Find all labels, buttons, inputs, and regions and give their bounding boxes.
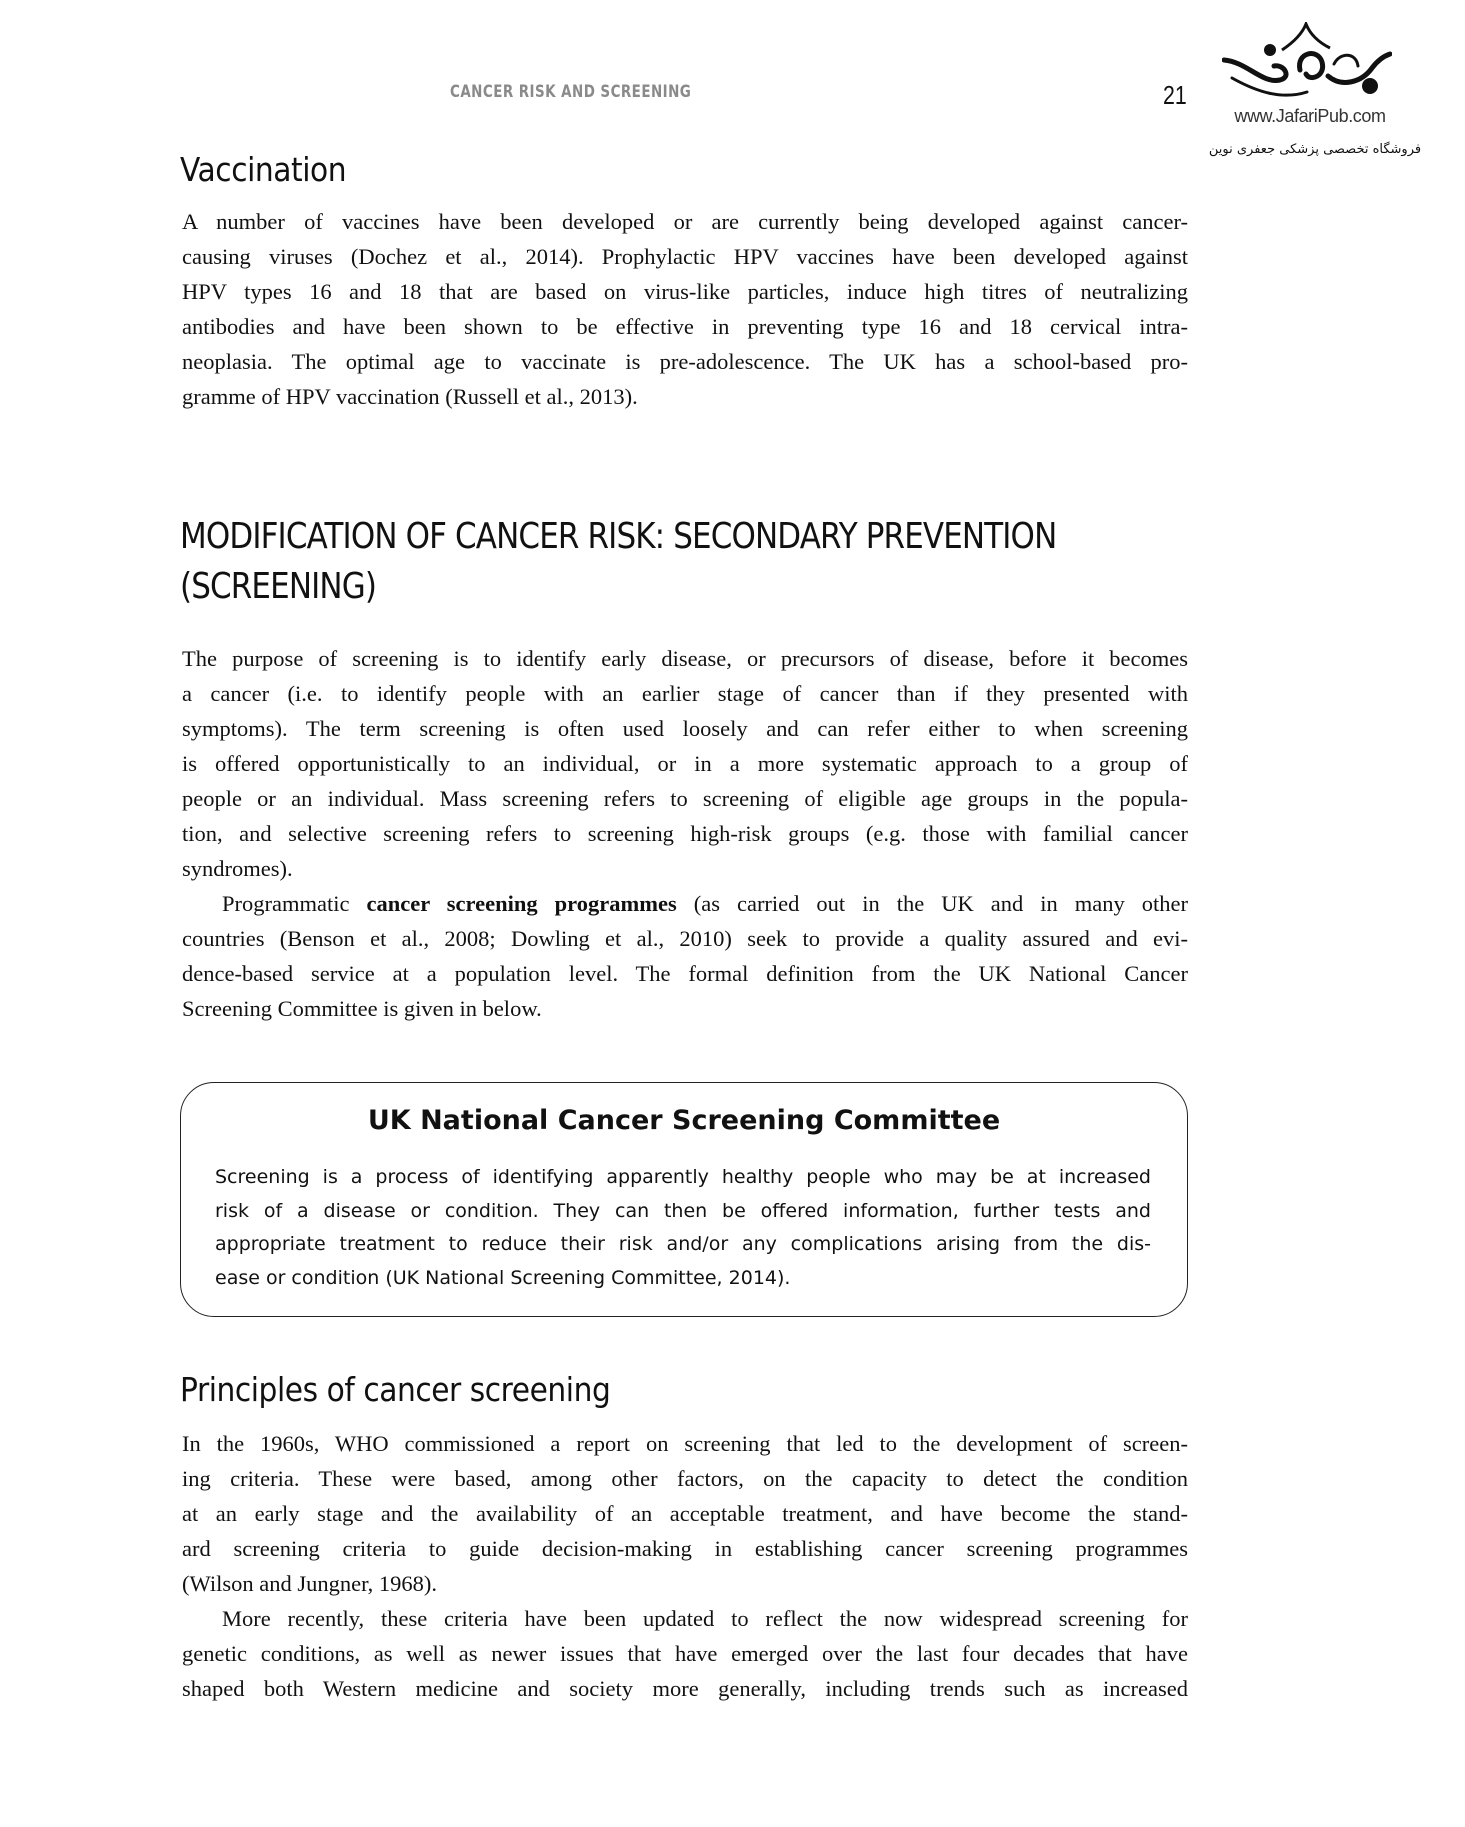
paragraph-screening-purpose [182,641,1188,1026]
definition-box-title: UK National Cancer Screening Committee [367,1105,1001,1136]
text-line: genetic conditions, as well as newer issues that have emerged over the last four decades that have [182,1641,1188,1666]
text-line: tion, and selective screening refers to screening high-risk groups (e.g. those with familial cancer [182,821,1188,846]
text-line: countries (Benson et al., 2008; Dowling et al., 2010) seek to provide a quality assured and evi- [182,926,1188,951]
text-line: The purpose of screening is to identify early disease, or precursors of disease, before it becomes [182,646,1188,671]
text-line: dence-based service at a population level. The formal definition from the UK National Cancer [182,961,1188,986]
text-line: ing criteria. These were based, among other factors, on the capacity to detect the condition [182,1466,1188,1491]
text-line: a cancer (i.e. to identify people with an earlier stage of cancer than if they presented with [182,681,1188,706]
heading-line: MODIFICATION OF CANCER RISK: SECONDARY PREVENTION [180,516,1057,557]
text-line: syndromes). [182,856,293,881]
text-line: shaped both Western medicine and society more generally, including trends such as increased [182,1676,1188,1701]
text-line: risk of a disease or condition. They can then be offered information, further tests and [215,1199,1151,1222]
publisher-persian-text: فروشگاه تخصصی پزشکی جعفری نوین [1208,142,1422,157]
text-line: appropriate treatment to reduce their risk and/or any complications arising from the dis- [215,1233,1151,1255]
definition-box [180,1082,1188,1317]
key-term: cancer screening programmes [366,891,677,916]
text-line: gramme of HPV vaccination (Russell et al., 2013). [182,384,638,409]
text-line: (Wilson and Jungner, 1968). [182,1571,438,1596]
text-line: neoplasia. The optimal age to vaccinate is pre-adolescence. The UK has a school-based pro- [182,349,1188,374]
calligraphy-logo-icon [1222,22,1392,112]
text-line: HPV types 16 and 18 that are based on virus-like particles, induce high titres of neutralizing [182,279,1188,304]
definition-box-body [215,1161,1151,1295]
text-line: at an early stage and the availability of an acceptable treatment, and have become the stand- [182,1501,1188,1526]
running-head: CANCER RISK AND SCREENING [450,82,692,102]
text-line: people or an individual. Mass screening refers to screening of eligible age groups in the popula- [182,786,1188,811]
text-line: ease or condition (UK National Screening Committee, 2014). [215,1266,791,1289]
publisher-url: www.JafariPub.com [1234,106,1386,126]
paragraph-vaccination [182,204,1188,414]
paragraph-principles [182,1426,1188,1706]
section-heading-principles: Principles of cancer screening [180,1370,611,1409]
section-heading-secondary-prevention [180,512,1143,612]
heading-line: (SCREENING) [180,566,377,607]
text-line: In the 1960s, WHO commissioned a report on screening that led to the development of screen- [182,1431,1188,1456]
text-line: A number of vaccines have been developed or are currently being developed against cancer- [182,209,1188,234]
section-heading-vaccination: Vaccination [180,150,347,189]
text-line: More recently, these criteria have been updated to reflect the now widespread screening for [222,1606,1188,1631]
text-line: Screening Committee is given in below. [182,996,542,1021]
text-line: antibodies and have been shown to be effective in preventing type 16 and 18 cervical intra- [182,314,1188,339]
page-number: 21 [1163,80,1187,110]
text-line [182,886,1188,921]
text-line: symptoms). The term screening is often used loosely and can refer either to when screening [182,716,1188,741]
text-line: Screening is a process of identifying apparently healthy people who may be at increased [215,1166,1151,1188]
text-run: (as carried out in the UK and in many other [676,891,1188,916]
text-run: Programmatic [222,891,367,916]
text-line: ard screening criteria to guide decision-making in establishing cancer screening programmes [182,1536,1188,1561]
text-line: causing viruses (Dochez et al., 2014). Prophylactic HPV vaccines have been developed against [182,244,1188,269]
text-line: is offered opportunistically to an individual, or in a more systematic approach to a group of [182,751,1188,776]
